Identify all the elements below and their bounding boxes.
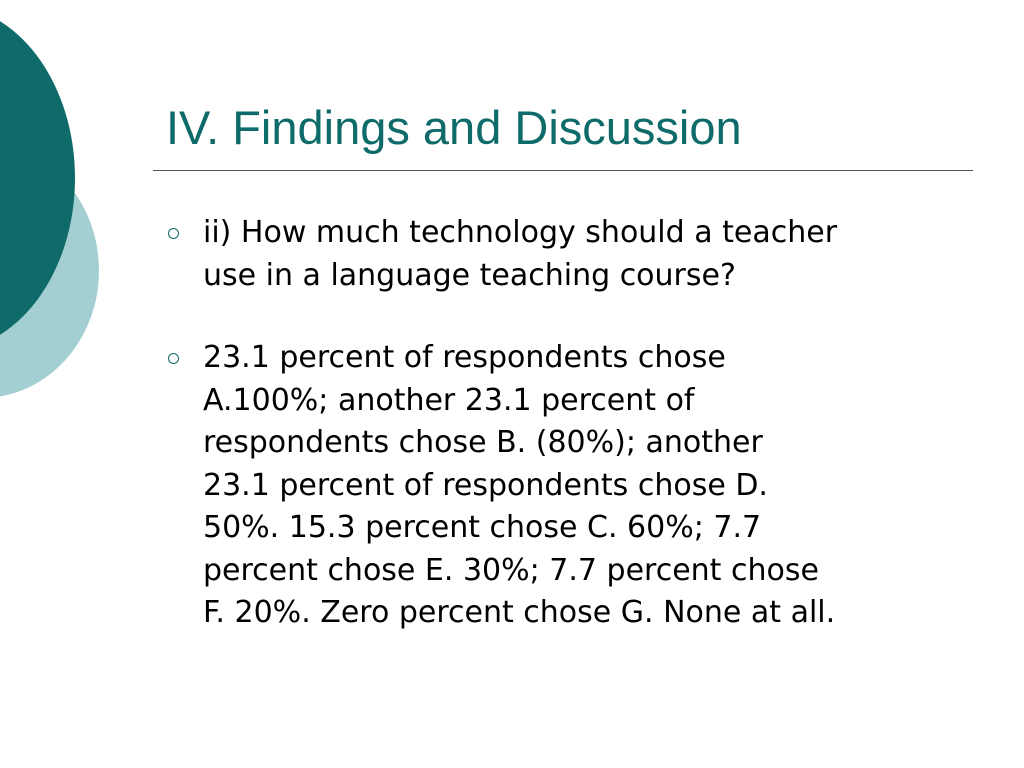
bullet-line: 23.1 percent of respondents chose D.	[203, 467, 768, 503]
bullet-question	[165, 212, 985, 297]
bullet-line: use in a language teaching course?	[203, 257, 736, 293]
bullet-line: respondents chose B. (80%); another	[203, 425, 763, 460]
bullet-line: A.100%; another 23.1 percent of	[203, 382, 695, 418]
bullet-line: percent chose E. 30%; 7.7 percent chose	[203, 552, 819, 588]
bullet-line: 23.1 percent of respondents chose	[203, 340, 726, 375]
bullet-line: F. 20%. Zero percent chose G. None at all.	[203, 595, 836, 630]
hollow-circle-bullet-icon	[168, 228, 179, 239]
bullet-findings	[165, 337, 985, 635]
hollow-circle-bullet-icon	[168, 353, 179, 364]
bullet-line: 50%. 15.3 percent chose C. 60%; 7.7	[203, 510, 762, 545]
bullet-line: ii) How much technology should a teacher	[203, 215, 838, 250]
bullet-list	[165, 212, 985, 675]
slide-title: IV. Findings and Discussion	[166, 101, 742, 154]
title-divider	[153, 170, 973, 171]
